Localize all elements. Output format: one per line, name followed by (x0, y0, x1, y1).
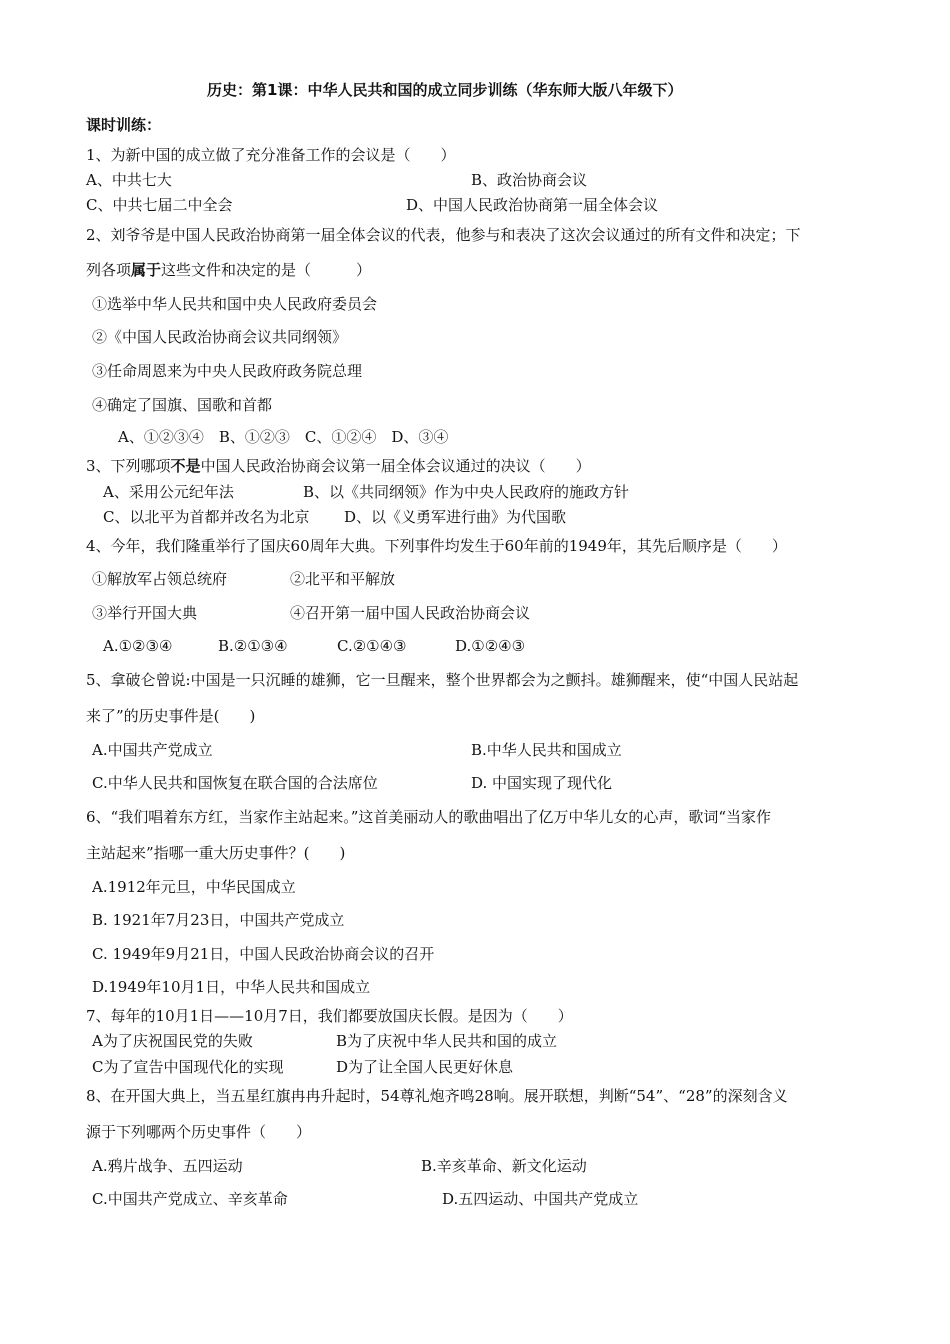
q3-option-c: C、以北平为首都并改名为北京 (103, 508, 310, 526)
q1-option-b: B、政治协商会议 (471, 171, 588, 189)
q6-option-d: D.1949年10月1日，中华人民共和国成立 (92, 978, 371, 996)
q8-option-c: C.中国共产党成立、辛亥革命 (92, 1190, 288, 1208)
q6-stem-line2: 主站起来”指哪一重大历史事件？( ) (86, 844, 346, 862)
q6-stem-line1: 6、“我们唱着东方红，当家作主站起来。”这首美丽动人的歌曲唱出了亿万中华儿女的心声，歌词“当家作 (86, 808, 772, 826)
q5-stem-line1: 5、拿破仑曾说:中国是一只沉睡的雄狮，它一旦醒来，整个世界都会为之颤抖。雄狮醒来，使“中国人民站起 (86, 671, 799, 689)
q4-option-a: A.①②③④ (103, 637, 173, 655)
q4-item-1: ①解放军占领总统府 (92, 570, 228, 588)
q3-option-d: D、以《义勇军进行曲》为代国歌 (344, 508, 567, 526)
q3-stem-pre: 3、下列哪项 (86, 457, 171, 475)
q1-option-a: A、中共七大 (86, 171, 172, 189)
q8-option-a: A.鸦片战争、五四运动 (92, 1157, 243, 1175)
q5-option-a: A.中国共产党成立 (92, 741, 213, 759)
q5-option-d: D. 中国实现了现代化 (471, 774, 613, 792)
q3-stem (86, 456, 591, 476)
q2-options: A、①②③④ B、①②③ C、①②④ D、③④ (118, 428, 449, 446)
q2-item-4: ④确定了国旗、国歌和首都 (92, 396, 273, 414)
q5-option-b: B.中华人民共和国成立 (471, 741, 622, 759)
q6-option-b: B. 1921年7月23日，中国共产党成立 (92, 911, 345, 929)
q4-item-4: ④召开第一届中国人民政治协商会议 (290, 604, 531, 622)
q1-option-d: D、中国人民政治协商第一届全体会议 (406, 196, 659, 214)
q7-stem: 7、每年的10月1日——10月7日，我们都要放国庆长假。是因为（ ） (86, 1007, 573, 1025)
q2-item-3: ③任命周恩来为中央人民政府政务院总理 (92, 362, 363, 380)
q4-item-2: ②北平和平解放 (290, 570, 396, 588)
q2-item-1: ①选举中华人民共和国中央人民政府委员会 (92, 295, 378, 313)
q2-stem-emphasis: 属于 (131, 261, 162, 279)
q4-stem: 4、今年，我们隆重举行了国庆60周年大典。下列事件均发生于60年前的1949年，其先后顺序是（ ） (86, 537, 787, 555)
q5-stem-line2: 来了”的历史事件是( ) (86, 707, 256, 725)
q7-option-d: D为了让全国人民更好休息 (336, 1058, 514, 1076)
page-title: 历史：第1课：中华人民共和国的成立同步训练（华东师大版八年级下） (207, 81, 683, 99)
q6-option-c: C. 1949年9月21日，中国人民政治协商会议的召开 (92, 945, 435, 963)
q3-stem-emphasis: 不是 (170, 457, 201, 475)
q8-stem-line2: 源于下列哪两个历史事件（ ） (86, 1123, 312, 1141)
q3-option-a: A、采用公元纪年法 (103, 483, 234, 501)
q2-stem-line1: 2、刘爷爷是中国人民政治协商第一届全体会议的代表，他参与和表决了这次会议通过的所有文件和决定；下 (86, 226, 801, 244)
q2-stem-post: 这些文件和决定的是（ ） (161, 261, 372, 279)
q4-item-3: ③举行开国大典 (92, 604, 198, 622)
q6-option-a: A.1912年元旦，中华民国成立 (92, 878, 296, 896)
q3-stem-post: 中国人民政治协商会议第一届全体会议通过的决议（ ） (200, 457, 591, 475)
q7-option-b: B为了庆祝中华人民共和国的成立 (336, 1032, 558, 1050)
q1-stem: 1、为新中国的成立做了充分准备工作的会议是（ ） (86, 146, 456, 164)
q8-stem-line1: 8、在开国大典上，当五星红旗冉冉升起时，54尊礼炮齐鸣28响。展开联想，判断“54”、“28”的深刻含义 (86, 1087, 788, 1105)
q4-option-c: C.②①④③ (337, 637, 407, 655)
section-heading: 课时训练： (86, 116, 162, 134)
q2-stem-pre: 列各项 (86, 261, 132, 279)
q2-stem-line2 (86, 260, 371, 280)
q1-option-c: C、中共七届二中全会 (86, 196, 233, 214)
q8-option-b: B.辛亥革命、新文化运动 (421, 1157, 587, 1175)
q5-option-c: C.中华人民共和国恢复在联合国的合法席位 (92, 774, 378, 792)
q7-option-a: A为了庆祝国民党的失败 (92, 1032, 253, 1050)
q3-option-b: B、以《共同纲领》作为中央人民政府的施政方针 (303, 483, 630, 501)
q4-option-b: B.②①③④ (218, 637, 288, 655)
q4-option-d: D.①②④③ (455, 637, 526, 655)
q7-option-c: C为了宣告中国现代化的实现 (92, 1058, 284, 1076)
q8-option-d: D.五四运动、中国共产党成立 (442, 1190, 639, 1208)
q2-item-2: ②《中国人民政治协商会议共同纲领》 (92, 328, 348, 346)
